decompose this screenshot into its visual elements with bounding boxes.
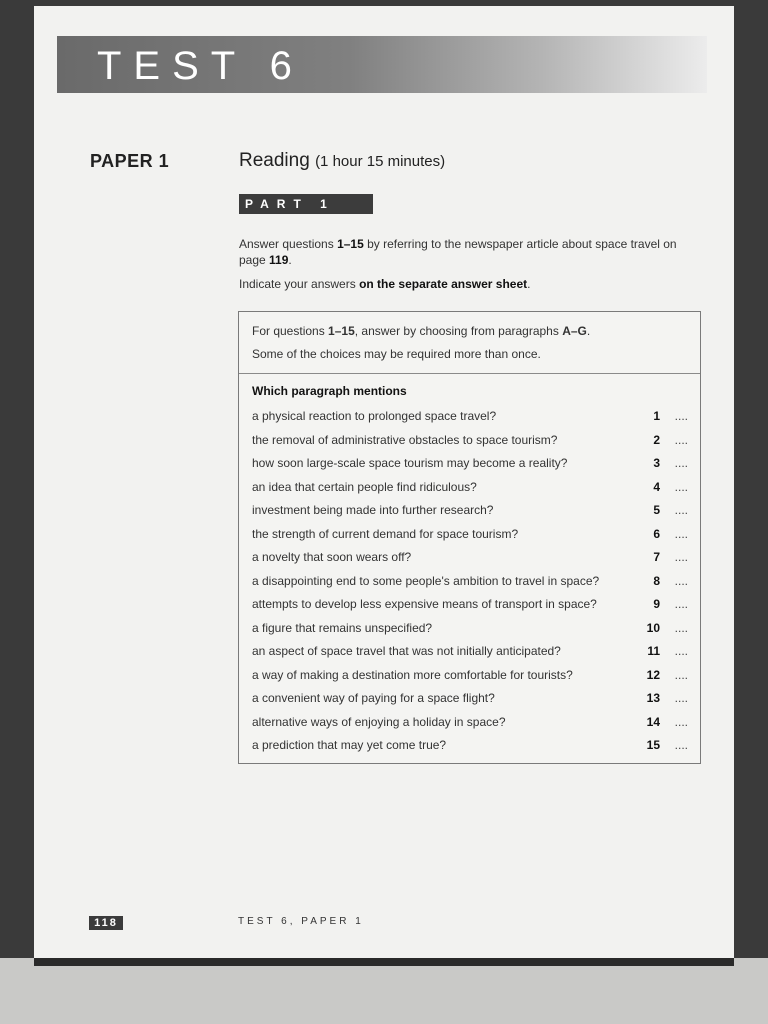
question-row <box>252 715 688 735</box>
instr-answer-sheet: on the separate answer sheet <box>359 277 528 291</box>
question-number: 15 <box>646 738 660 752</box>
question-number: 1 <box>653 409 660 423</box>
question-number: 4 <box>653 479 660 494</box>
question-text: the strength of current demand for space tourism? <box>252 526 519 541</box>
question-number: 3 <box>653 456 660 470</box>
question-text: the removal of administrative obstacles to space tourism? <box>252 432 558 447</box>
instr-text: Indicate your answers <box>239 277 360 291</box>
question-row <box>252 527 688 547</box>
question-number: 7 <box>653 550 660 564</box>
page-number: 118 <box>89 916 123 930</box>
question-row <box>252 644 688 664</box>
page-bottom-edge <box>34 958 734 966</box>
question-row <box>252 738 688 758</box>
question-text: an idea that certain people find ridiculous? <box>252 479 477 494</box>
answer-blank: .... <box>674 714 688 729</box>
intro-range: 1–15 <box>328 324 355 338</box>
question-text: investment being made into further research? <box>252 503 494 517</box>
section-title <box>239 150 445 172</box>
instr-text: Answer questions <box>239 237 338 251</box>
question-text: a prediction that may yet come true? <box>252 738 447 752</box>
part-label: PART 1 <box>239 194 373 214</box>
answer-blank: .... <box>674 409 688 423</box>
question-row <box>252 503 688 523</box>
question-number: 12 <box>646 667 660 682</box>
question-row <box>252 597 688 617</box>
answer-blank: .... <box>674 644 688 658</box>
question-number: 2 <box>653 432 660 447</box>
intro-line-2: Some of the choices may be required more than once. <box>252 347 541 361</box>
intro-text: . <box>586 324 591 338</box>
question-text: an aspect of space travel that was not initially anticipated? <box>252 644 561 658</box>
question-text: alternative ways of enjoying a holiday in space? <box>252 714 506 729</box>
question-row <box>252 550 688 570</box>
instructions-line-1 <box>239 236 684 252</box>
instructions-line-2 <box>239 252 684 268</box>
answer-blank: .... <box>674 691 688 705</box>
intro-text: For questions <box>252 324 329 338</box>
instr-page: 119 <box>269 253 289 267</box>
question-text: a novelty that soon wears off? <box>252 550 412 564</box>
question-text: attempts to develop less expensive means of transport in space? <box>252 597 597 611</box>
answer-blank: .... <box>674 503 688 517</box>
question-text: how soon large-scale space tourism may become a reality? <box>252 456 568 470</box>
instr-text: page <box>239 253 270 267</box>
answer-blank: .... <box>674 597 688 611</box>
question-number: 11 <box>647 644 660 658</box>
question-row <box>252 480 688 500</box>
instr-range: 1–15 <box>337 237 364 251</box>
question-number: 14 <box>646 714 660 729</box>
question-number: 5 <box>653 503 660 517</box>
question-number: 13 <box>646 691 660 705</box>
instr-text: . <box>288 253 292 267</box>
answer-blank: .... <box>674 432 688 447</box>
question-row <box>252 433 688 453</box>
question-row <box>252 409 688 429</box>
answer-blank: .... <box>674 573 688 588</box>
intro-line-1 <box>252 324 590 338</box>
running-title: TEST 6, PAPER 1 <box>238 916 364 927</box>
paper-label: PAPER 1 <box>90 151 170 171</box>
question-number: 9 <box>653 597 660 611</box>
answer-blank: .... <box>674 550 688 564</box>
question-row <box>252 668 688 688</box>
answer-blank: .... <box>674 456 688 470</box>
answer-blank: .... <box>674 479 688 494</box>
question-row <box>252 456 688 476</box>
question-row <box>252 574 688 594</box>
section-name: Reading <box>239 150 310 171</box>
question-text: a disappointing end to some people's ambition to travel in space? <box>252 573 600 588</box>
question-heading: Which paragraph mentions <box>252 384 407 398</box>
answer-blank: .... <box>674 620 688 635</box>
question-text: a convenient way of paying for a space flight? <box>252 691 495 705</box>
question-text: a figure that remains unspecified? <box>252 620 433 635</box>
intro-paragraphs: A–G <box>562 324 587 338</box>
test-title: TEST 6 <box>97 44 304 88</box>
question-text: a physical reaction to prolonged space travel? <box>252 409 497 423</box>
intro-text: , answer by choosing from paragraphs <box>354 324 563 338</box>
answer-blank: .... <box>674 526 688 541</box>
section-duration: (1 hour 15 minutes) <box>315 153 446 170</box>
question-box-intro <box>239 312 700 374</box>
question-number: 10 <box>646 620 660 635</box>
question-number: 6 <box>653 526 660 541</box>
question-row <box>252 621 688 641</box>
answer-blank: .... <box>674 738 688 752</box>
instr-text: . <box>527 277 531 291</box>
question-row <box>252 691 688 711</box>
instructions-line-3 <box>239 276 684 292</box>
instr-text: by referring to the newspaper article about space travel on <box>363 237 677 251</box>
answer-blank: .... <box>674 667 688 682</box>
scan-bottom-strip <box>0 958 768 1024</box>
question-text: a way of making a destination more comfortable for tourists? <box>252 667 573 682</box>
question-box <box>238 311 701 764</box>
question-number: 8 <box>653 573 660 588</box>
